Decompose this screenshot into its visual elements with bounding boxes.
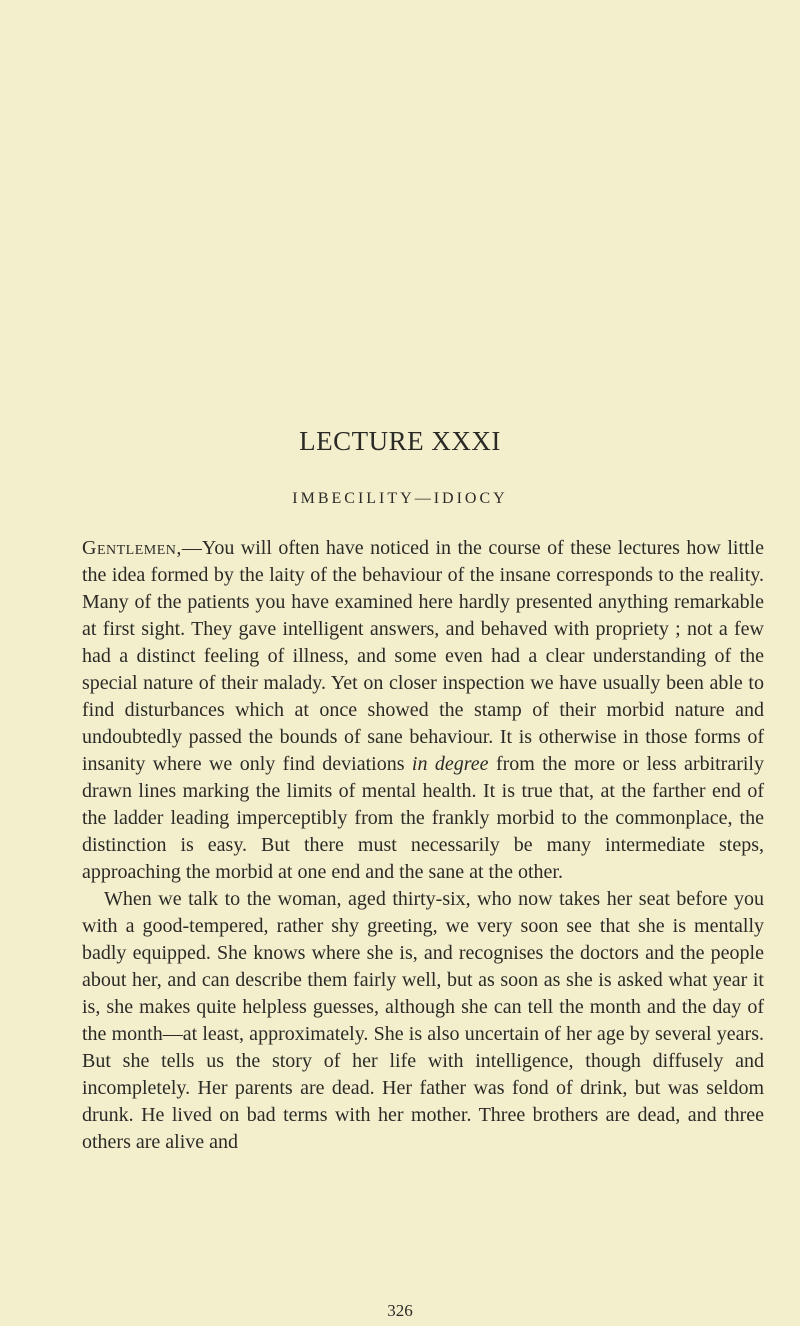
paragraph-2: When we talk to the woman, aged thirty-six, who now takes her seat before you with a good-tempered, rather shy greeting, we very soon see that she is mentally badly equipped. She knows where she is, and recognises the doctors and the people about her, and can describe them fairly well, but as soon as she is asked what year it is, she makes quite helpless guesses, although she can tell the month and the day of the month—at least, approximately. She is also uncertain of her age by several years. But she tells us the story of her life with intelligence, though diffusely and incompletely. Her parents are dead. Her father was fond of drink, but was seldom drunk. He lived on bad terms with her mother. Three brothers are dead, and three others are alive and (82, 888, 764, 1153)
paragraph-1-emphasis: in degree (411, 753, 489, 775)
chapter-subtitle: IMBECILITY—IDIOCY (292, 490, 508, 507)
paragraph-1-text-a: —You will often have noticed in the course of these lectures how little the idea formed by the laity of the behaviour of the insane corresponds to the reality. Many of the patients you have examined here hardly presented anything remarkable at first sight. They gave intelligent answers, and behaved with propriety ; not a few had a distinct feeling of illness, and some even had a clear understanding of the special nature of their malady. Yet on closer inspection we have usually been able to find disturbances which at once showed the stamp of their morbid nature and undoubtedly passed the bounds of sane behaviour. It is otherwise in those forms of insanity where we only find deviations (82, 537, 764, 775)
paragraph-lead: Gentlemen, (82, 537, 182, 559)
paragraph-1-text-b: from the more or less arbitrarily drawn lines marking the limits of mental health. It is true that, at the farther end of the ladder leading imperceptibly from the frankly morbid to the commonplace, the distinction is easy. But there must necessarily be many intermediate steps, approaching the morbid at one end and the sane at the other. (82, 753, 764, 883)
paragraph-1 (82, 535, 764, 886)
body-text (82, 535, 764, 1156)
page-number: 326 (387, 1301, 413, 1320)
chapter-title: LECTURE XXXI (299, 426, 501, 456)
